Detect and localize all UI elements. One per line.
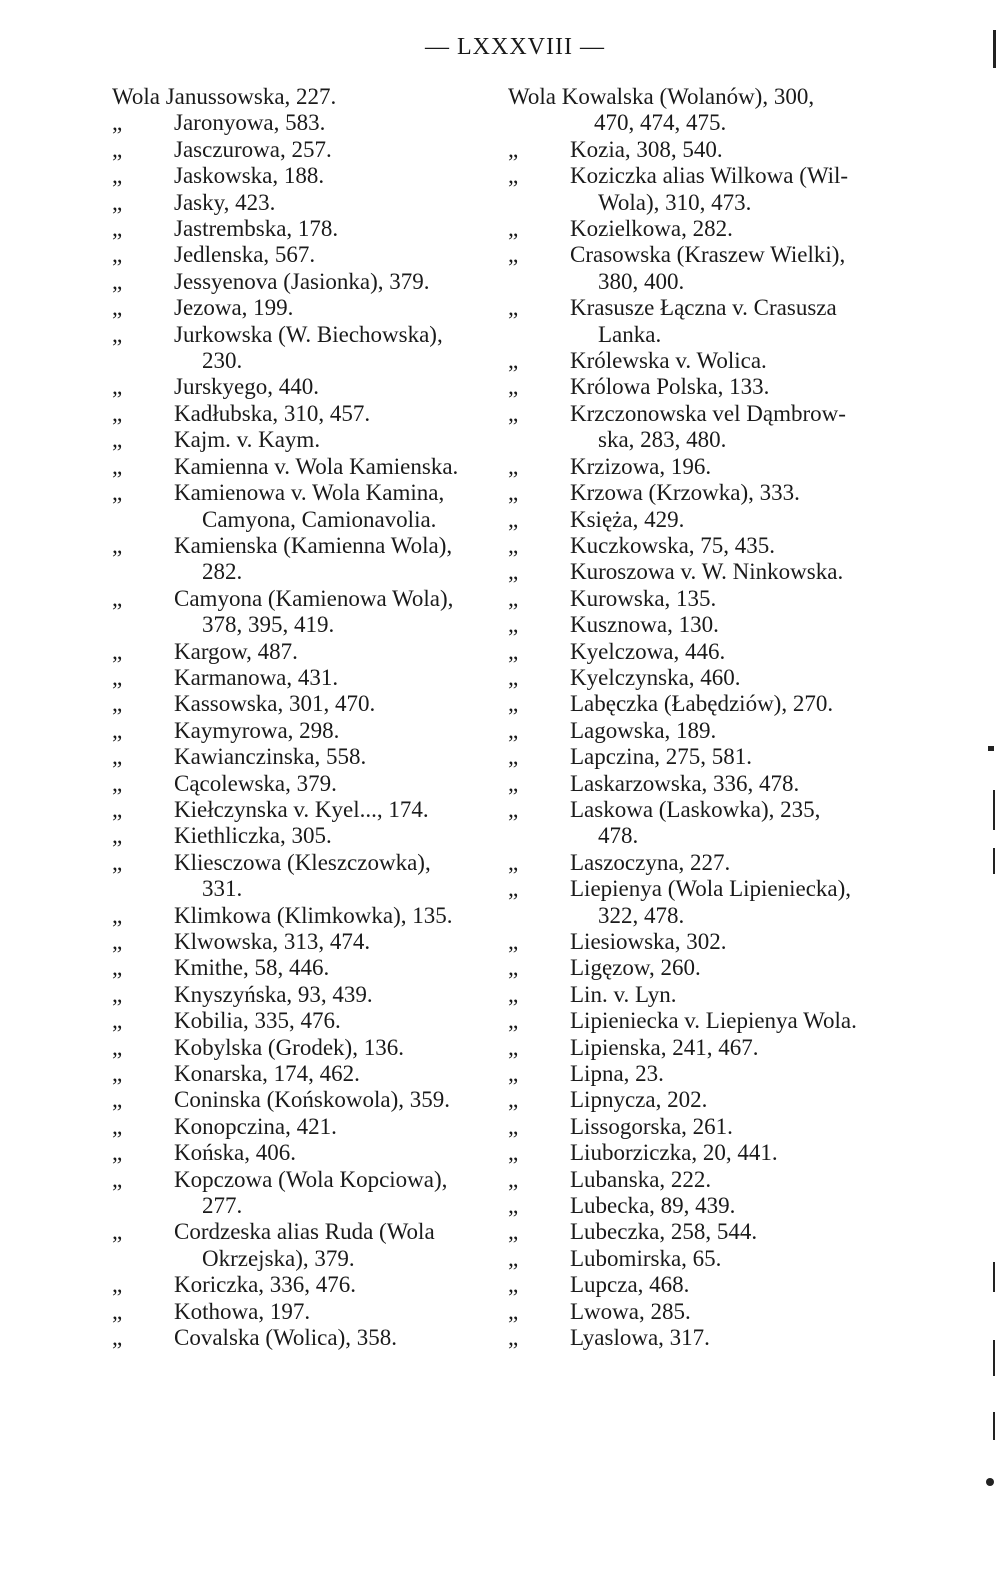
left-entry (112, 533, 504, 586)
ditto-mark: „ (508, 216, 519, 242)
ditto-mark: „ (112, 717, 123, 743)
left-entry (112, 480, 504, 533)
entry-text: Lyaslowa, 317. (570, 1325, 710, 1351)
entry-continuation: Lanka. (598, 321, 662, 347)
ditto-mark: „ (508, 717, 519, 743)
ditto-mark: „ (508, 691, 519, 717)
entry-text: Kamienna v. Wola Kamienska. (174, 453, 459, 479)
ditto-mark: „ (112, 242, 123, 268)
ditto-mark: „ (508, 1061, 519, 1087)
entry-text: Laskarzowska, 336, 478. (570, 770, 800, 796)
scan-edge-mark (993, 1340, 995, 1376)
left-entry (112, 401, 504, 427)
ditto-mark: „ (508, 849, 519, 875)
ditto-mark: „ (508, 744, 519, 770)
left-entry (112, 1008, 504, 1034)
right-entry (508, 559, 910, 585)
entry-text: Kadłubska, 310, 457. (174, 400, 371, 426)
left-entry (112, 691, 504, 717)
ditto-mark: „ (508, 559, 519, 585)
right-entry (508, 1299, 910, 1325)
right-entry (508, 137, 910, 163)
left-entry (112, 1114, 504, 1140)
entry-text: Klwowska, 313, 474. (174, 929, 371, 954)
entry-continuation: Camyona, Camionavolia. (202, 506, 437, 532)
ditto-mark: „ (508, 612, 519, 638)
right-entry (508, 1193, 910, 1219)
entry-continuation: 230. (202, 348, 243, 374)
ditto-mark: „ (112, 981, 123, 1007)
ditto-mark: „ (112, 1272, 123, 1298)
entry-text: Jessyenova (Jasionka), 379. (174, 268, 430, 294)
left-first-entry: Wola Janussowska, 227. (112, 84, 337, 109)
entry-text: Jezowa, 199. (174, 295, 294, 321)
right-first-entry-line-2: 470, 474, 475. (594, 110, 727, 136)
entry-continuation: 380, 400. (598, 268, 685, 294)
right-entry (508, 295, 910, 348)
ditto-mark: „ (508, 453, 519, 479)
ditto-mark: „ (112, 532, 123, 558)
ditto-mark: „ (508, 1140, 519, 1166)
entry-text: Kiełczynska v. Kyel..., 174. (174, 796, 429, 822)
ditto-mark: „ (508, 1272, 519, 1298)
right-entry (508, 771, 910, 797)
right-entry (508, 507, 910, 533)
entry-text: Kassowska, 301, 470. (174, 691, 376, 717)
right-entry (508, 480, 910, 506)
entry-text: Kyelczynska, 460. (570, 664, 741, 690)
right-entry (508, 1087, 910, 1113)
entry-text: Laskowa (Laskowka), 235, (570, 796, 821, 822)
entry-text: Kmithe, 58, 446. (174, 955, 330, 981)
entry-continuation: 478. (598, 823, 639, 849)
right-entry (508, 691, 910, 717)
left-entry (112, 665, 504, 691)
right-entry (508, 718, 910, 744)
ditto-mark: „ (112, 1113, 123, 1139)
left-entry (112, 190, 504, 216)
ditto-mark: „ (508, 163, 519, 189)
right-entry (508, 1114, 910, 1140)
entry-continuation: 378, 395, 419. (202, 612, 335, 638)
left-entry (112, 1035, 504, 1061)
entry-text: Lwowa, 285. (570, 1298, 691, 1324)
entry-continuation: Okrzejska), 379. (202, 1245, 355, 1271)
ditto-mark: „ (508, 348, 519, 374)
left-entry (112, 110, 504, 136)
entry-text: Cącolewska, 379. (174, 770, 337, 796)
entry-text: Kamienowa v. Wola Kamina, (174, 480, 445, 506)
entry-text: Kozielkowa, 282. (570, 216, 733, 242)
right-entry (508, 744, 910, 770)
ditto-mark: „ (508, 1113, 519, 1139)
scan-edge-mark (993, 1412, 995, 1440)
scan-edge-mark (988, 746, 994, 751)
ditto-mark: „ (508, 506, 519, 532)
ditto-mark: „ (112, 664, 123, 690)
scan-edge-mark (986, 1478, 994, 1486)
right-entry (508, 1140, 910, 1166)
entry-text: Jastrembska, 178. (174, 216, 339, 242)
entry-text: Lapczina, 275, 581. (570, 744, 753, 770)
right-entry (508, 929, 910, 955)
entry-continuation: 331. (202, 876, 243, 902)
left-entry (112, 295, 504, 321)
entry-text: Kothowa, 197. (174, 1298, 311, 1324)
ditto-mark: „ (508, 1245, 519, 1271)
entry-text: Crasowska (Kraszew Wielki), (570, 242, 846, 268)
ditto-mark: „ (508, 876, 519, 902)
entry-text: Kamienska (Kamienna Wola), (174, 532, 453, 558)
right-entry-list (508, 137, 910, 1352)
right-entry (508, 850, 910, 876)
ditto-mark: „ (508, 374, 519, 400)
left-entry (112, 850, 504, 903)
right-entry (508, 348, 910, 374)
entry-text: Karmanowa, 431. (174, 664, 339, 690)
entry-text: Księża, 429. (570, 506, 685, 532)
entry-text: Lipna, 23. (570, 1061, 664, 1087)
right-entry (508, 982, 910, 1008)
entry-text: Kiethliczka, 305. (174, 823, 332, 849)
left-column (112, 84, 504, 1352)
entry-continuation: 322, 478. (598, 902, 685, 928)
left-entry (112, 137, 504, 163)
ditto-mark: „ (508, 480, 519, 506)
ditto-mark: „ (112, 1087, 123, 1113)
left-entry (112, 1087, 504, 1113)
left-entry (112, 955, 504, 981)
ditto-mark: „ (112, 744, 123, 770)
left-entry (112, 1272, 504, 1298)
ditto-mark: „ (508, 638, 519, 664)
entry-continuation: Wola), 310, 473. (598, 189, 752, 215)
ditto-mark: „ (112, 268, 123, 294)
ditto-mark: „ (508, 770, 519, 796)
right-entry (508, 1246, 910, 1272)
entry-text: Krzczonowska vel Dąmbrow- (570, 400, 846, 426)
entry-text: Kajm. v. Kaym. (174, 427, 321, 453)
ditto-mark: „ (112, 1140, 123, 1166)
ditto-mark: „ (508, 1034, 519, 1060)
ditto-mark: „ (112, 189, 123, 215)
ditto-mark: „ (508, 796, 519, 822)
entry-text: Lubomirska, 65. (570, 1245, 722, 1271)
ditto-mark: „ (112, 770, 123, 796)
left-entry (112, 216, 504, 242)
ditto-mark: „ (112, 1298, 123, 1324)
entry-text: Kyelczowa, 446. (570, 638, 726, 664)
right-entry (508, 797, 910, 850)
scan-edge-mark (993, 848, 995, 874)
right-first-entry-line-1: Wola Kowalska (Wolanów), 300, (508, 84, 815, 109)
right-entry (508, 1008, 910, 1034)
ditto-mark: „ (508, 400, 519, 426)
entry-text: Kopczowa (Wola Kopciowa), (174, 1166, 448, 1192)
entry-text: Krzowa (Krzowka), 333. (570, 480, 800, 506)
entry-text: Kuroszowa v. W. Ninkowska. (570, 559, 844, 585)
entry-text: Covalska (Wolica), 358. (174, 1325, 397, 1351)
ditto-mark: „ (508, 981, 519, 1007)
entry-text: Liuborziczka, 20, 441. (570, 1140, 778, 1166)
left-entry (112, 427, 504, 453)
left-entry (112, 1219, 504, 1272)
entry-text: Klimkowa (Klimkowka), 135. (174, 902, 453, 928)
left-entry (112, 1325, 504, 1351)
entry-text: Jurkowska (W. Biechowska), (174, 321, 443, 347)
ditto-mark: „ (508, 136, 519, 162)
right-entry (508, 1061, 910, 1087)
entry-text: Liesiowska, 302. (570, 929, 727, 954)
ditto-mark: „ (112, 216, 123, 242)
entry-text: Kobilia, 335, 476. (174, 1008, 341, 1034)
right-entry (508, 454, 910, 480)
left-entry (112, 639, 504, 665)
ditto-mark: „ (112, 295, 123, 321)
ditto-mark: „ (112, 480, 123, 506)
left-entry (112, 322, 504, 375)
right-entry (508, 1272, 910, 1298)
entry-text: Jaronyowa, 583. (174, 110, 326, 136)
entry-text: Kobylska (Grodek), 136. (174, 1034, 404, 1060)
ditto-mark: „ (112, 427, 123, 453)
ditto-mark: „ (112, 321, 123, 347)
entry-text: Lupcza, 468. (570, 1272, 690, 1298)
entry-text: Jasky, 423. (174, 189, 276, 215)
ditto-mark: „ (508, 955, 519, 981)
entry-text: Kawianczinska, 558. (174, 744, 367, 770)
ditto-mark: „ (508, 1008, 519, 1034)
right-entry (508, 163, 910, 216)
left-entry (112, 374, 504, 400)
left-entry (112, 242, 504, 268)
entry-continuation: 277. (202, 1193, 243, 1219)
ditto-mark: „ (112, 823, 123, 849)
entry-text: Knyszyńska, 93, 439. (174, 981, 373, 1007)
ditto-mark: „ (508, 664, 519, 690)
entry-text: Lissogorska, 261. (570, 1113, 733, 1139)
ditto-mark: „ (112, 374, 123, 400)
scan-edge-mark (993, 1262, 995, 1292)
right-entry (508, 876, 910, 929)
right-entry (508, 665, 910, 691)
left-entry (112, 929, 504, 955)
ditto-mark: „ (112, 585, 123, 611)
left-entry (112, 586, 504, 639)
entry-text: Końska, 406. (174, 1140, 297, 1166)
entry-text: Kliesczowa (Kleszczowka), (174, 849, 431, 875)
right-entry (508, 586, 910, 612)
right-entry (508, 1219, 910, 1245)
entry-text: Konopczina, 421. (174, 1113, 337, 1139)
entry-text: Lubanska, 222. (570, 1166, 712, 1192)
ditto-mark: „ (112, 955, 123, 981)
ditto-mark: „ (112, 163, 123, 189)
ditto-mark: „ (508, 1166, 519, 1192)
entry-text: Lipnycza, 202. (570, 1087, 708, 1113)
left-entry (112, 1140, 504, 1166)
ditto-mark: „ (508, 1087, 519, 1113)
entry-text: Laszoczyna, 227. (570, 849, 731, 875)
ditto-mark: „ (508, 929, 519, 954)
left-entry (112, 771, 504, 797)
left-entry (112, 1061, 504, 1087)
entry-text: Jurskyego, 440. (174, 374, 320, 400)
entry-text: Jasczurowa, 257. (174, 136, 332, 162)
ditto-mark: „ (508, 532, 519, 558)
entry-text: Kuczkowska, 75, 435. (570, 532, 776, 558)
ditto-mark: „ (112, 1219, 123, 1245)
ditto-mark: „ (112, 453, 123, 479)
entry-text: Lipieniecka v. Liepienya Wola. (570, 1008, 857, 1034)
right-entry (508, 1167, 910, 1193)
entry-text: Koriczka, 336, 476. (174, 1272, 357, 1298)
left-entry (112, 454, 504, 480)
ditto-mark: „ (112, 1325, 123, 1351)
page-number-header: — LXXXVIII — (425, 34, 605, 60)
right-entry (508, 374, 910, 400)
entry-text: Konarska, 174, 462. (174, 1061, 360, 1087)
entry-continuation: ska, 283, 480. (598, 427, 727, 453)
ditto-mark: „ (112, 638, 123, 664)
left-entry (112, 797, 504, 823)
right-column (508, 84, 910, 1352)
ditto-mark: „ (508, 1219, 519, 1245)
right-entry (508, 639, 910, 665)
ditto-mark: „ (112, 1008, 123, 1034)
left-entry (112, 163, 504, 189)
entry-text: Kargow, 487. (174, 638, 298, 664)
entry-text: Królowa Polska, 133. (570, 374, 770, 400)
entry-text: Cordzeska alias Ruda (Wola (174, 1219, 435, 1245)
left-entry (112, 1299, 504, 1325)
entry-text: Kozia, 308, 540. (570, 136, 723, 162)
left-entry (112, 269, 504, 295)
entry-text: Kurowska, 135. (570, 585, 717, 611)
left-entry (112, 744, 504, 770)
entry-text: Lubeczka, 258, 544. (570, 1219, 758, 1245)
ditto-mark: „ (508, 242, 519, 268)
entry-text: Lipienska, 241, 467. (570, 1034, 759, 1060)
entry-text: Koziczka alias Wilkowa (Wil- (570, 163, 849, 189)
right-entry (508, 401, 910, 454)
scan-edge-mark (993, 790, 995, 830)
entry-text: Kusznowa, 130. (570, 612, 719, 638)
left-entry (112, 903, 504, 929)
entry-text: Królewska v. Wolica. (570, 348, 767, 374)
scan-edge-mark (993, 30, 996, 68)
entry-text: Coninska (Końskowola), 359. (174, 1087, 450, 1113)
right-entry (508, 216, 910, 242)
right-entry (508, 612, 910, 638)
right-entry (508, 1325, 910, 1351)
entry-text: Labęczka (Łabędziów), 270. (570, 691, 834, 717)
ditto-mark: „ (508, 1193, 519, 1219)
ditto-mark: „ (112, 691, 123, 717)
entry-text: Ligęzow, 260. (570, 955, 701, 981)
ditto-mark: „ (112, 400, 123, 426)
ditto-mark: „ (112, 929, 123, 954)
entry-text: Liepienya (Wola Lipieniecka), (570, 876, 852, 902)
ditto-mark: „ (112, 849, 123, 875)
ditto-mark: „ (508, 295, 519, 321)
ditto-mark: „ (508, 1298, 519, 1324)
entry-text: Lubecka, 89, 439. (570, 1193, 736, 1219)
entry-text: Krasusze Łączna v. Crasusza (570, 295, 837, 321)
ditto-mark: „ (112, 1034, 123, 1060)
entry-text: Krzizowa, 196. (570, 453, 712, 479)
ditto-mark: „ (112, 1061, 123, 1087)
right-entry (508, 533, 910, 559)
entry-text: Lin. v. Lyn. (570, 981, 677, 1007)
entry-text: Camyona (Kamienowa Wola), (174, 585, 454, 611)
entry-continuation: 282. (202, 559, 243, 585)
entry-text: Jaskowska, 188. (174, 163, 325, 189)
entry-text: Jedlenska, 567. (174, 242, 316, 268)
left-entry (112, 982, 504, 1008)
ditto-mark: „ (508, 1325, 519, 1351)
left-entry (112, 718, 504, 744)
ditto-mark: „ (112, 136, 123, 162)
ditto-mark: „ (112, 796, 123, 822)
right-entry (508, 1035, 910, 1061)
entry-text: Lagowska, 189. (570, 717, 717, 743)
left-entry-list (112, 110, 504, 1351)
left-entry (112, 1167, 504, 1220)
ditto-mark: „ (112, 1166, 123, 1192)
right-first-entry (508, 84, 910, 137)
entry-text: Kaymyrowa, 298. (174, 717, 340, 743)
right-entry (508, 242, 910, 295)
ditto-mark: „ (508, 585, 519, 611)
right-entry (508, 955, 910, 981)
left-entry (112, 823, 504, 849)
ditto-mark: „ (112, 110, 123, 136)
ditto-mark: „ (112, 902, 123, 928)
